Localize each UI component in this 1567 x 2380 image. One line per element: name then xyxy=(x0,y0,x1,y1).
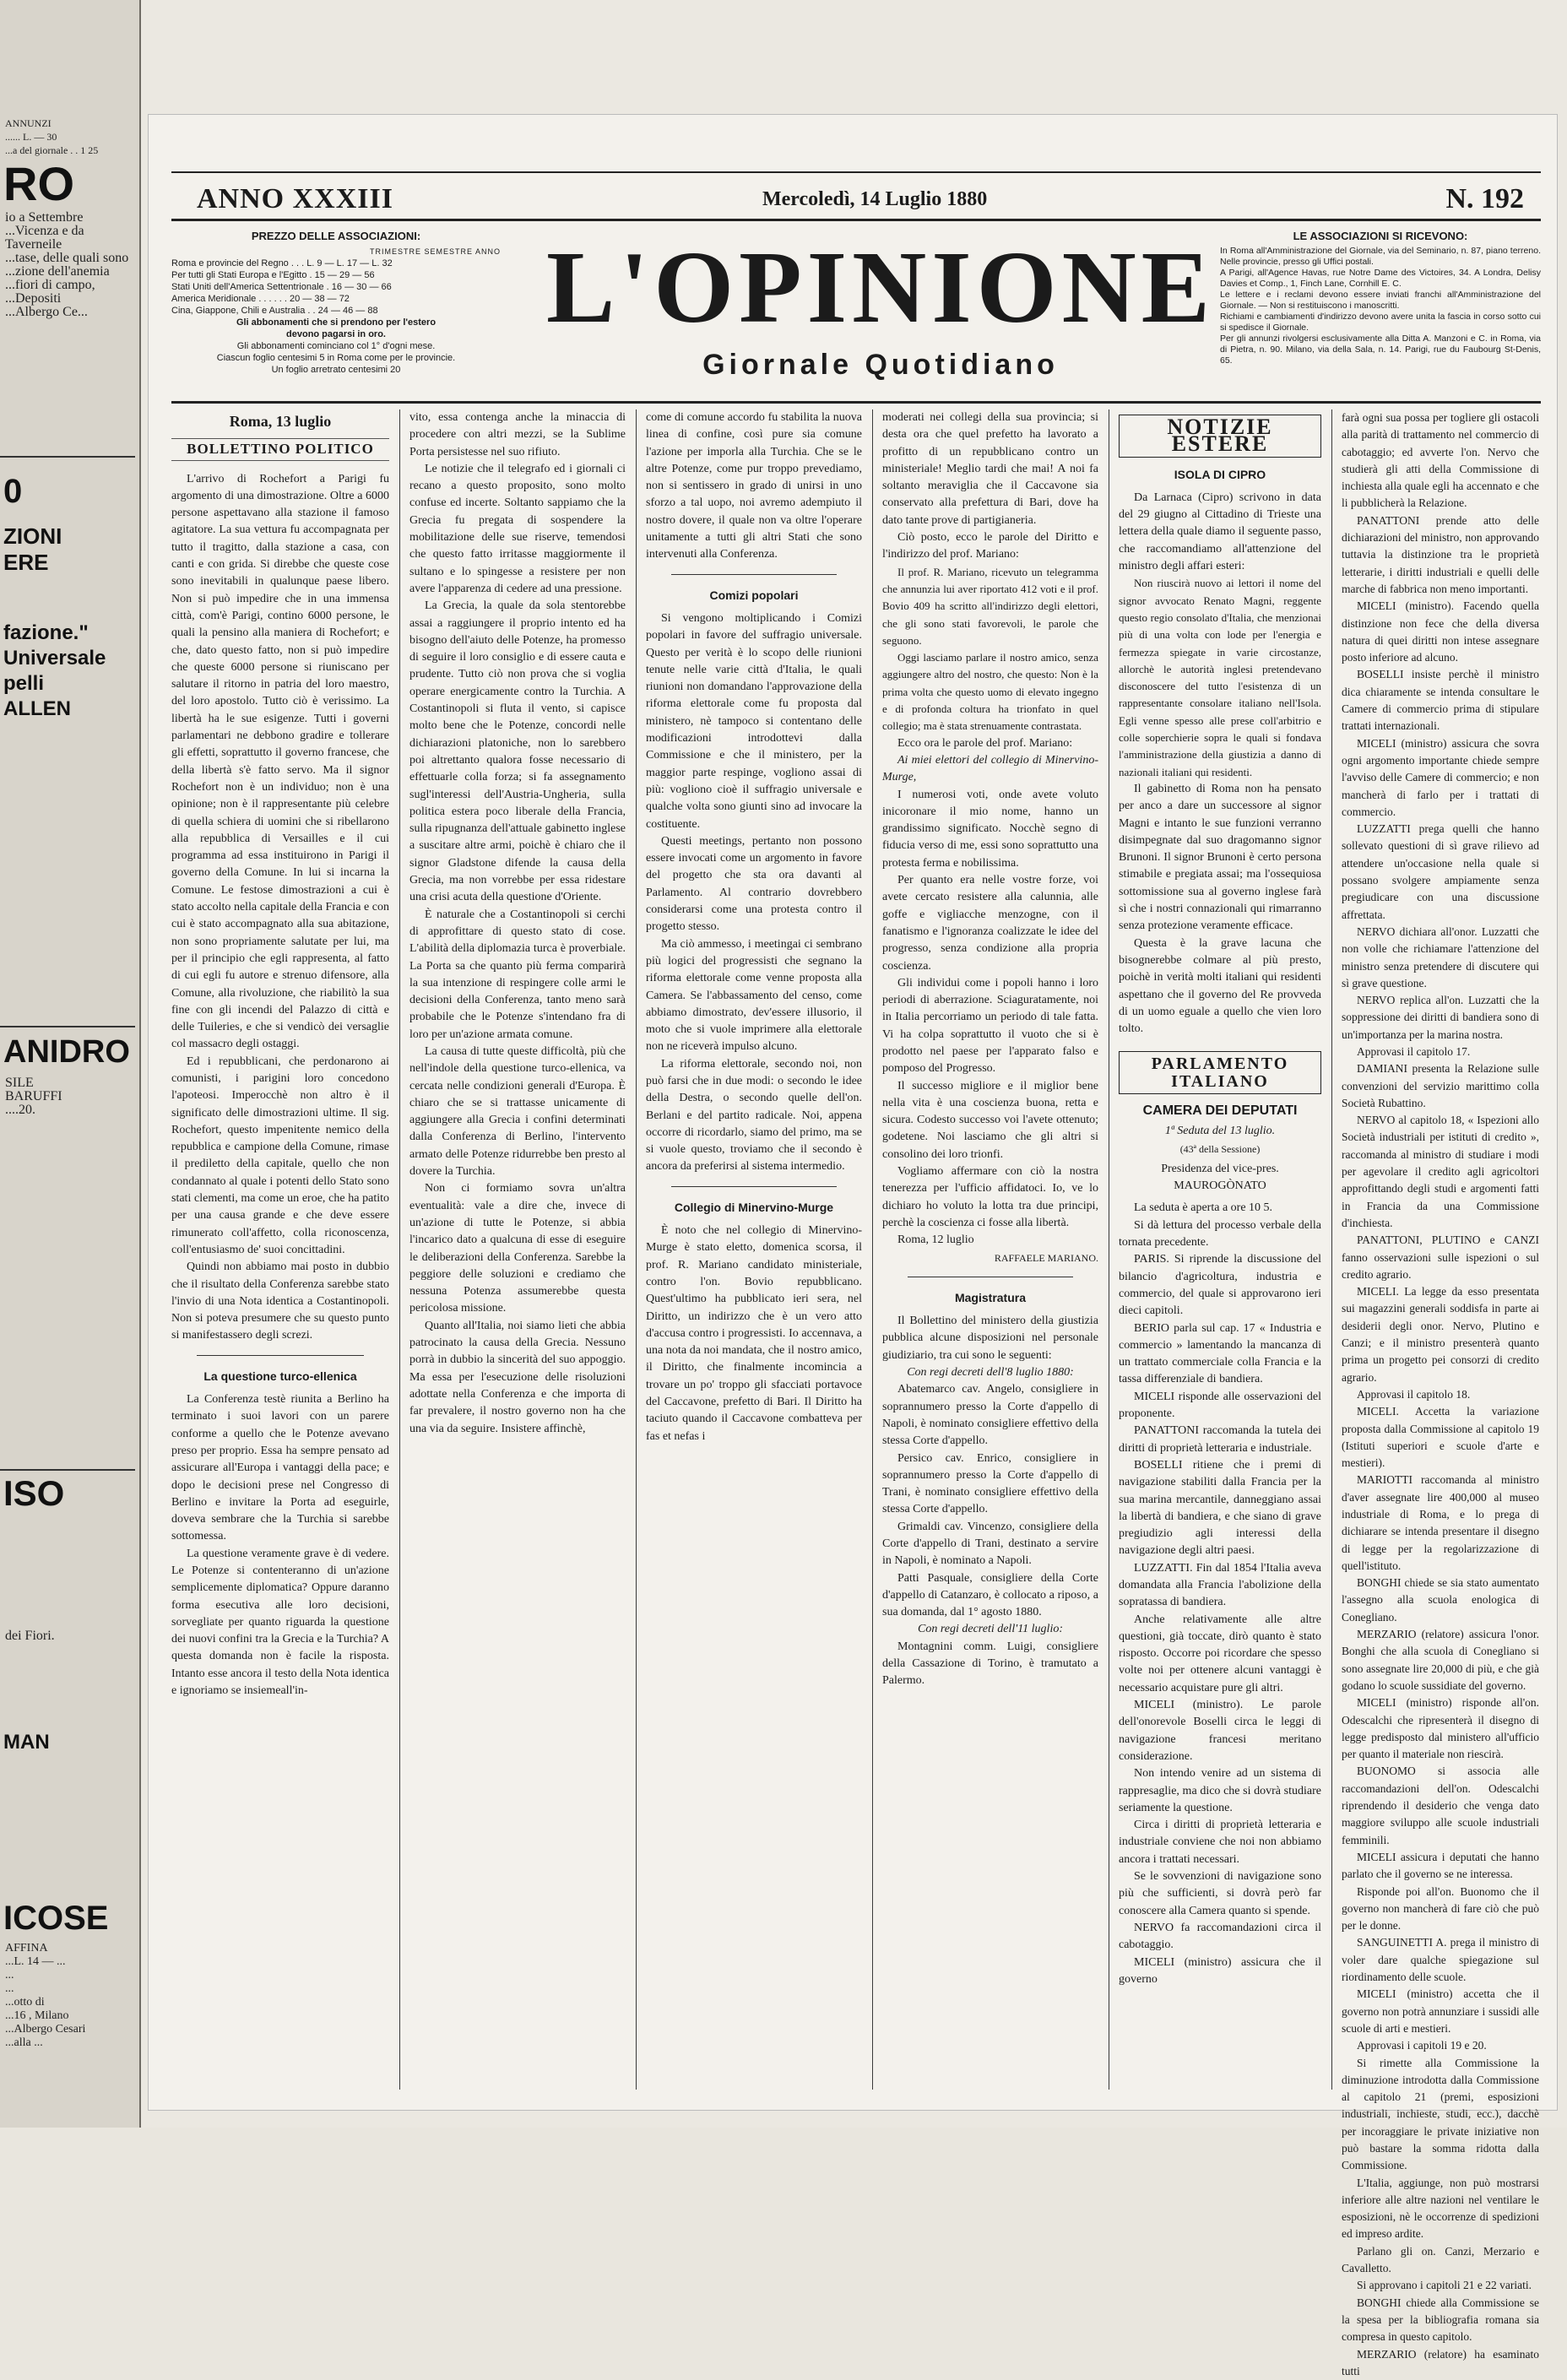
strip-block-5: ZIONI ERE xyxy=(3,523,62,575)
article-paragraph: Ma ciò ammesso, i meetingai ci sembrano più logici del progressisti che segnano la riforma elettorale come venne proposta alla Camera. Se l'abbassamento del censo, come abbiamo dimostrato, dev'essere illusorio, il moto che si vuole imprimere alla elettorale non ne riceverà impulso alcuno. xyxy=(646,937,862,1054)
issue-dateline xyxy=(171,182,1541,215)
article-paragraph: DAMIANI presenta la Relazione sulle convenzioni del servizio marittimo colla Società Rubattino. xyxy=(1342,1062,1539,1109)
article-paragraph: La causa di tutte queste difficoltà, più che nell'indole della questione turco-ellenica, va cercata nelle condizioni generali d'Europa. È chiaro che se si trattasse unicamente di aggiungere alla Grecia i confini determinati dalla Conferenza di Berlino, l'intervento armato delle Potenze ridurrebbe ben presto al dovere la Turchia. xyxy=(409,1044,626,1179)
article-paragraph: NERVO replica all'on. Luzzatti che la soppressione dei diritti di bandiera sono di un'importanza per la marina nostra. xyxy=(1342,994,1539,1041)
decree-heading: Con regi decreti dell'8 luglio 1880: xyxy=(907,1366,1074,1380)
article-paragraph: MICELI (ministro) assicura che il governo xyxy=(1119,1955,1321,1986)
subscriptions-box xyxy=(1220,230,1541,366)
article-paragraph: Si approvano i capitoli 21 e 22 variati. xyxy=(1357,2279,1532,2292)
column-1 xyxy=(171,409,389,2090)
section-rule xyxy=(197,1355,364,1356)
article-paragraph: PANATTONI prende atto delle dichiarazioni del ministro, non approvando tuttavia la distinzione tra le proprietà letterarie, i diritti industriali e quelli delle marche di fabbrica non meno importanti. xyxy=(1342,513,1539,595)
article-paragraph: Da Larnaca (Cipro) scrivono in data del 29 giugno al Cittadino di Trieste una lettera della quale diamo il seguente passo, che raccomandiamo all'attenzione del ministro degli affari esteri: xyxy=(1119,491,1321,573)
newspaper-page xyxy=(148,114,1558,2377)
article-paragraph: Quindi non abbiamo mai posto in dubbio che il risultato della Conferenza sarebbe stato l'invio di una Nota identica a Costantinopoli. Non si poteva presumere che su questo punto si manifestassero degli screzi. xyxy=(171,1260,389,1342)
price-heading: PREZZO DELLE ASSOCIAZIONI: xyxy=(251,230,421,242)
article-paragraph: Ecco ora le parole del prof. Mariano: xyxy=(897,736,1073,750)
article-paragraph: L'arrivo di Rochefort a Parigi fu argomento di una dimostrazione. Oltre a 6000 persone aspettavano alla stazione il famoso agitatore. La sua vettura fu accompagnata per tutto il tragitto, dalla stazione a casa, con canti e con grida. Si direbbe che queste cose sono inevitabili in qualunque paese libero. Non si può impedire che in una immensa città, com'è Parigi, contino 6000 persone, le quali la pensino alla maniera di Rochefort; e che, dato questo fatto, non si può impedire che queste 6000 persone si riuniscano per salutare il ritorno in patria del loro maestro, del loro apostolo. Tutto ciò è verissimo. La libertà ha le sue esigenze. Tutti i governi parlamentari ne debbono gradire e tollerare gli effetti, soprattutto il governo francese, che della libertà s'è fatto servo. Ma il signor Rochefort non è un individuo; non è una opinione; non è il rappresentante più celebre di quella schiera di uomini che si ribellarono alla repubblica di Versailles e il cui programma ad essa instituirono in Parigi il governo della Comune. In lui si incarna la Comune. Le festose dimostrazioni a cui è stato accolto nella capitale della Francia e con cui è stato accompagnato alla sua abitazione, non sono propriamente salutate per lui, ma per il principio che egli rappresenta, al fatto di cui egli fu autore e strenuo difensore, alla Comune, alla rivoluzione, che riabilitò la sua fine con gli incendi del Palazzo di città e delle Tuileries, e che si vendicò dei versaglie col massacro degli ostaggi. xyxy=(171,472,389,1051)
article-paragraph: È noto che nel collegio di Minervino-Murge è stato eletto, domenica scorsa, il prof. R. Mariano candidato ministeriale, contro l'on. Bovio repubblicano. Quest'ultimo ha pubblicato ieri sera, nel Diritto, un indirizzo che è un vero atto d'accusa contro i progressisti. Io accennava, a una nota da noi mandata, che il nostro amico, il Diritto, che finalmente incomincia a trovare un po' troppo gli sfacciati portavoce del Caccavone, prefetto di Bari. Il Diritto ha taciuto quando il Caccavone combatteva per fas et nefas i xyxy=(646,1224,862,1443)
subscriptions-line: Le lettere e i reclami devono essere inviati franchi all'Amministrazione del Giornale. — Non si restituiscono i manoscritti. xyxy=(1220,290,1541,311)
president-line: Presidenza del vice-pres. MAUROGÒNATO xyxy=(1161,1162,1279,1193)
strip-block-7: ANIDRO xyxy=(3,1034,130,1070)
article-paragraph: moderati nei collegi della sua provincia; si desta ora che quel prefetto ha lavorato a profitto di un repubblicano contro un ministeriale! Meglio tardi che mai! A noi fa soltanto meraviglia che il Caccavone sia conservato alla prefettura di Bari, dove ha dato tante prove di partigianeria. xyxy=(882,411,1098,527)
article-paragraph: MICELI (ministro) risponde all'on. Odescalchi che ripresenterà il disegno di legge predisposto dal ministero all'ufficio per quanto il materiale non riescirà. xyxy=(1342,1696,1539,1761)
article-paragraph: Per quanto era nelle vostre forze, voi avete cercato resistere alla calunnia, alle goffe e vigliacche menzogne, con il fanatismo e l'ignoranza coalizzate le idee del progresso, senza condizione alla propria coscienza. xyxy=(882,874,1098,973)
strip-block-8: SILE BARUFFI ....20. xyxy=(5,1076,62,1117)
article-paragraph: Abatemarco cav. Angelo, consigliere in soprannumero presso la Corte d'appello di Napoli, è nominato consigliere effettivo della stessa Corte d'appello. xyxy=(882,1383,1098,1448)
article-paragraph: NERVO fa raccomandazioni circa il cabotaggio. xyxy=(1119,1921,1321,1952)
article-paragraph: farà ogni sua possa per togliere gli ostacoli alla parità di trattamento nel commercio di cabotaggio; ed avverte l'on. Nervo che studierà gli atti della Commissione di inchiesta alla quale egli ha accennato e che li pubblicherà la Relazione. xyxy=(1342,411,1539,510)
top-rule xyxy=(171,171,1541,173)
article-paragraph: Si vengono moltiplicando i Comizi popolari in favore del suffragio universale. Questo per verità è lo scopo delle riunioni tenute nelle varie città d'Italia, le quali riunioni non domandano l'approvazione della riforma elettorale come fu proposta dal ministero, nè tampoco si contentano delle modificazioni introdottevi dalla Commissione e che il ministero, per la maggior parte respinge, vogliono assai di più: vogliono cioè il suffragio universale e qualche volta sono giunti sino ad invocare la costituente. xyxy=(646,611,862,831)
article-paragraph: BUONOMO si associa alle raccomandazioni dell'on. Odescalchi riprendendo il desiderio che venga dato maggiore sviluppo alle scuole industriali femminili. xyxy=(1342,1765,1539,1846)
article-paragraph: Parlano gli on. Canzi, Merzario e Cavalletto. xyxy=(1342,2244,1539,2275)
article-paragraph: MICELI assicura i deputati che hanno parlato che il governo se ne interessa. xyxy=(1342,1850,1539,1881)
column-rule xyxy=(872,409,873,2090)
subsection-heading: ISOLA DI CIPRO xyxy=(1174,467,1266,481)
article-paragraph: I numerosi voti, onde avete voluto inicoronare il mio nome, hanno un grandissimo significato. Nocchè segno di fiducia verso di me, essi sono soprattutto una protesta ferma e nobilissima. xyxy=(882,788,1098,870)
strip-separator xyxy=(0,1469,135,1471)
price-note: Un foglio arretrato centesimi 20 xyxy=(271,365,401,375)
article-paragraph: PANATTONI raccomanda la tutela dei diritti di proprietà letteraria e industriale. xyxy=(1119,1424,1321,1455)
article-paragraph: MICELI (ministro). Facendo quella distinzione non fece che della diversa natura di quei diritti non intese assegnare posto inferiore ad alcuno. xyxy=(1342,599,1539,664)
masthead xyxy=(171,222,1541,399)
article-paragraph: Anche relativamente alle altre questioni, già toccate, dirò quanto è stato risposto. Occorre poi ricordare che spesso volte noi per ottenere alcuni vantaggi è necessario acquistare pure gli altri. xyxy=(1119,1613,1321,1694)
article-paragraph: MERZARIO (relatore) assicura l'onor. Bonghi che alla scuola di Conegliano si sono assegnate lire 20,000 di più, e che già godano lo scuole sussidiate del governo. xyxy=(1342,1628,1539,1692)
newspaper-subtitle: Giornale Quotidiano xyxy=(702,349,1059,381)
article-paragraph: Questa è la grave lacuna che bisognerebbe colmare al più presto, poichè in verità molti italiani qui residenti aspettano che il governo del Re provveda di un uomo eguale a quello che vien loro tolto. xyxy=(1119,936,1321,1036)
strip-block-1: ANNUNZI ...... L. — 30 ...a del giornale . . 1 25 xyxy=(5,117,99,156)
strip-block-4: 0 xyxy=(3,473,23,510)
section-heading: Comizi popolari xyxy=(709,588,799,602)
column-rule xyxy=(1331,409,1332,2090)
article-paragraph: Montagnini comm. Luigi, consigliere della Cassazione di Torino, è tramutato a Palermo. xyxy=(882,1640,1098,1688)
article-paragraph: BONGHI chiede alla Commissione se la spesa per la bibliografia romana sia compresa in questo capitolo. xyxy=(1342,2296,1539,2344)
parliament-heading: PARLAMENTO ITALIANO xyxy=(1119,1051,1321,1094)
article-paragraph: BONGHI chiede se sia stato aumentato l'assegno alla scuola enologica di Conegliano. xyxy=(1342,1576,1539,1624)
section-rule xyxy=(671,1186,837,1187)
bollettino-heading: BOLLETTINO POLITICO xyxy=(171,438,389,460)
article-paragraph: vito, essa contenga anche la minaccia di procedere con altri mezzi, se la Sublime Porta persistesse nel suo rifiuto. xyxy=(409,411,626,458)
article-paragraph: La questione veramente grave è di vedere. Le Potenze si contenteranno di un'azione semplicemente diplomatica? Oppure daranno forma esecutiva alle loro decisioni, sorvegliate per quanto riguarda la questione dei nuovi confini tra la Grecia e la Turchia? A questa domanda non è facile la risposta. Intanto esse ancora il testo della Nota identica e ignoriamo se insiemeall'in- xyxy=(171,1547,389,1698)
section-heading: Magistratura xyxy=(954,1290,1027,1304)
strip-block-2: RO xyxy=(3,157,74,210)
column-rule xyxy=(399,409,400,2090)
strip-block-10: dei Fiori. xyxy=(5,1629,55,1643)
article-paragraph: PANATTONI, PLUTINO e CANZI fanno osservazioni sulle ispezioni o sul credito agrario. xyxy=(1342,1233,1539,1281)
article-paragraph: Approvasi il capitolo 17. xyxy=(1357,1044,1471,1058)
article-paragraph: SANGUINETTI A. prega il ministro di voler dare qualche spiegazione sul riordinamento delle scuole. xyxy=(1342,1936,1539,1984)
price-row: Roma e provincie del Regno . . . L. 9 — L. 17 — L. 32 xyxy=(171,258,393,268)
article-paragraph: Quanto all'Italia, noi siamo lieti che abbia patrocinato la causa della Grecia. Nessuno porrà in dubbio la sincerità del suo appoggio. Ma essa per l'esecuzione delle risoluzioni adottate nella Conferenza e che importa di far prevalere, il nostro governo non ha che una via da seguire. Insistere affinchè, xyxy=(409,1319,626,1435)
letter-date: Roma, 12 luglio xyxy=(897,1233,974,1247)
article-paragraph: L'Italia, aggiunge, non può mostrarsi inferiore alle altre nazioni nel ventilare le esposizioni, nè le occorrenze di spedizioni ed impreso ardite. xyxy=(1342,2176,1539,2241)
strip-block-6: fazione." Universale pelli ALLEN xyxy=(3,621,106,720)
article-paragraph: MICELI (ministro) assicura che sovra ogni argomento importante chiede sempre l'avviso delle Camere di commercio; e non mancherà di farlo per i trattati di commercio. xyxy=(1342,736,1539,818)
article-paragraph: La riforma elettorale, secondo noi, non può farsi che in due modi: o secondo le idee della Destra, o secondo quelle dell'on. Berlani e del partito radicale. Noi, appena occorre di ricordarlo, siamo del primo, ma se si vuole questo, troviamo che il secondo è ancora da preferirsi al sistema intermedio. xyxy=(646,1057,862,1174)
issue-number: N. 192 xyxy=(1445,183,1524,214)
article-paragraph: Ed i repubblicani, che perdonarono ai comunisti, i parigini loro concedono l'apoteosi. Imperocchè non altro è il significato delle dimostrazioni ultime. Il sig. Rochefort, questo impenitente nemico della repubblica e campione della Comune, rimase il prediletto della capitale, quello che non condannato al quale i potenti dello Stato sono stati clementi, ma come un eroe, che ha patito per una causa grande e che deve essere rimunerato coll'affetto, colla riconoscenza, coll'entusiasmo de' suoi concittadini. xyxy=(171,1054,389,1256)
article-paragraph: Risponde poi all'on. Buonomo che il governo non mancherà di fare ciò che può per le donne. xyxy=(1342,1884,1539,1933)
article-columns xyxy=(171,409,1539,2377)
article-paragraph: MICELI. Accetta la variazione proposta dalla Commissione al capitolo 19 (Istituti superiori e scuole d'arte e mestieri). xyxy=(1342,1405,1539,1470)
article-paragraph: BERIO parla sul cap. 17 « Industria e commercio » lamentando la mancanza di un trattato commerciale colla Francia e la tassa differenziale di bandiera. xyxy=(1119,1321,1321,1386)
price-row: Stati Uniti dell'America Settentrionale . 16 — 30 — 66 xyxy=(171,282,392,292)
article-paragraph: BOSELLI insiste perchè il ministro dica chiaramente se intenda consultare le Camere di commercio prima di stipulare trattati internazionali. xyxy=(1342,668,1539,733)
article-paragraph: Grimaldi cav. Vincenzo, consigliere della Corte d'appello di Trani, destinato a servire in Napoli, è nominato a Napoli. xyxy=(882,1520,1098,1568)
price-row: Per tutti gli Stati Europa e l'Egitto . 15 — 29 — 56 xyxy=(171,270,375,280)
article-paragraph: È naturale che a Costantinopoli si cerchi di approfittare di questo stato di cose. L'abilità della diplomazia turca è proverbiale. La Porta sa che quanto più ferma comparirà la sua intenzione di respingere colle armi le decisioni della Conferenza, tanto meno sarà probabile che le Potenze s'intendano fra di loro per un'azione armata comune. xyxy=(409,908,626,1041)
article-paragraph: Oggi lasciamo parlare il nostro amico, senza aggiungere altro del nostro, che questo: Non è la prima volta che questo uomo di elevato ingegno e di profonda coltura ha trionfato in quel collegio; ma è stata strenuamente contrastata. xyxy=(882,651,1098,733)
article-paragraph: Il prof. R. Mariano, ricevuto un telegramma che annunzia lui aver riportato 412 voti e il prof. Bovio 409 ha scritto all'indirizzo degli elettori, che gli sono stati favorevoli, le parole che seguono. xyxy=(882,565,1098,647)
price-columns: TRIMESTRE SEMESTRE ANNO xyxy=(369,247,501,256)
article-paragraph: BOSELLI ritiene che i premi di navigazione stabiliti dalla Francia per la sua marina mercantile, danneggiano assai la libertà di bandiera, e che siano di grave pregiudizio agli interessi della navigazione degli altri paesi. xyxy=(1119,1458,1321,1558)
section-heading: La questione turco-ellenica xyxy=(203,1369,357,1383)
article-paragraph: La seduta è aperta a ore 10 5. xyxy=(1134,1201,1273,1215)
dateline-rule xyxy=(171,219,1541,221)
strip-separator xyxy=(0,456,135,458)
strip-block-13: AFFINA ...L. 14 — ... ... ... ...otto di ...16 , Milano ...Albergo Cesari ...alla ... xyxy=(5,1942,86,2049)
strip-block-3: io a Settembre ...Vicenza e da Taverneile ...tase, delle quali sono ...zione dell'anemia ...fiori di campo, ...Depositi ...Albergo Ce... xyxy=(5,210,129,319)
article-paragraph: Questi meetings, pertanto non possono essere invocati come un argomento in favore del progetto che sta ora davanti al Parlamento. Al contrario dovrebbero considerarsi come una protesta contro il progetto stesso. xyxy=(646,834,862,934)
session-label: 1ª Seduta del 13 luglio. xyxy=(1164,1125,1276,1138)
price-box xyxy=(171,230,501,376)
strip-block-12: ICOSE xyxy=(3,1900,109,1937)
roma-dateline: Roma, 13 luglio xyxy=(229,413,332,430)
article-paragraph: Patti Pasquale, consigliere della Corte d'appello di Catanzaro, è collocato a riposo, a sua domanda, dal 1° agosto 1880. xyxy=(882,1571,1098,1619)
article-paragraph: Il Bollettino del ministero della giustizia pubblica alcune disposizioni nel personale giudiziario, tra cui sono le seguenti: xyxy=(882,1315,1098,1362)
issue-date: Mercoledì, 14 Luglio 1880 xyxy=(762,188,988,210)
strip-block-9: ISO xyxy=(3,1473,65,1513)
article-paragraph: MICELI (ministro) accetta che il governo non potrà annunziare i sussidi alle scuole di arti e mestieri. xyxy=(1342,1987,1539,2035)
article-paragraph: Vogliamo affermare con ciò la nostra tenerezza per l'ufficio affidatoci. Io, ve lo dichiaro ho voluto la lotta tra due principi, perchè la coscienza ci fosse alla libertà. xyxy=(882,1165,1098,1229)
section-rule xyxy=(671,574,837,575)
article-paragraph: NERVO al capitolo 18, « Ispezioni allo Società industriali per istituti di credito », raccomanda al ministro di studiare i modi per agevolare il credito agli agricoltori approfittando degli studi e argomenti fatti in Francia da una Commissione d'inchiesta. xyxy=(1342,1114,1539,1229)
article-paragraph: Approvasi il capitolo 18. xyxy=(1357,1387,1471,1401)
column-6 xyxy=(1342,409,1539,2377)
article-paragraph: Approvasi i capitoli 19 e 20. xyxy=(1357,2039,1487,2052)
article-paragraph: Ciò posto, ecco le parole del Diritto e l'indirizzo del prof. Mariano: xyxy=(882,531,1098,561)
article-paragraph: La Grecia, la quale da sola stentorebbe assai a raggiungere il proprio intento ed ha bisogno dell'aiuto delle Potenze, ha promesso di seguire il loro consiglio e di essere cauta e prudente. Tutto ciò non prova che si voglia operare energicamente contro la Turchia. A Costantinopoli si fluta il vento, si capisce molto bene che le Potenze, concordi nelle dichiarazioni platoniche, non lo sarebbero poi altrettanto qualora fosse necessario di effettuarle colla forza; si fa assegnamento sugl'interessi dell'Austria-Ungheria, sulla politica estera poco liberale della Francia, sulla ripugnanza dell'attuale gabinetto inglese a suscitare altre armi, poichè è chiaro che il signor Gladstone difende la causa della Grecia, ma non vorrebbe per essa ridestare una crisi acuta della questione d'Oriente. xyxy=(409,599,626,904)
article-paragraph: MICELI (ministro). Le parole dell'onorevole Boselli circa le leggi di navigazione francesi meritano considerazione. xyxy=(1119,1699,1321,1763)
column-2 xyxy=(409,409,626,2090)
price-row: America Meridionale . . . . . . 20 — 38 — 72 xyxy=(171,294,350,304)
article-paragraph: MARIOTTI raccomanda al ministro d'aver assegnate lire 400,000 al museo industriale di Roma, e lo prega di dichiarare se intenda presentare il disegno di legge per la regolarizzazione di quell'istituto. xyxy=(1342,1473,1539,1572)
article-paragraph: LUZZATTI. Fin dal 1854 l'Italia aveva domandata alla Francia l'abolizione della sopratassa di bandiera. xyxy=(1119,1561,1321,1609)
article-paragraph: come di comune accordo fu stabilita la nuova linea di confine, così pure sia comune l'azione per imporla alla Turchia. Che se le altre Potenze, come pur troppo prevediamo, non si sentissero in grado di unirsi in uno sforzo a tal uopo, noi avremo adempiuto il nostro dovere, il quale non va oltre l'operare unitamente a tutti gli altri Stati che sono intervenuti alla Conferenza. xyxy=(646,411,862,561)
decree-heading: Con regi decreti dell'11 luglio: xyxy=(918,1623,1063,1636)
column-5 xyxy=(1119,409,1321,2090)
article-paragraph: LUZZATTI prega quelli che hanno sollevato questioni di sì grave rilievo ad attendere un'occasione nella quale si possano svolgere ampiamente senza pregiudicare con una discussione affrettata. xyxy=(1342,822,1539,921)
article-paragraph: MICELI. La legge da esso presentata sui magazzini generali soddisfa in parte ai desiderii degli onor. Nervo, Plutino e Canzi; e il ministro presenterà quanto prima un progetto pei consorzi di credito agrario. xyxy=(1342,1285,1539,1384)
article-paragraph: Se le sovvenzioni di navigazione sono più che sufficienti, si dovrà però far conoscere alla Camera quanto si spende. xyxy=(1119,1870,1321,1917)
section-heading: Collegio di Minervino-Murge xyxy=(674,1200,834,1214)
article-paragraph: NERVO dichiara all'onor. Luzzatti che non volle che richiamare l'attenzione del ministro senza pretendere di discutere qui sì grave questione. xyxy=(1342,924,1539,989)
price-row: Cina, Giappone, Chili e Australia . . 24 — 46 — 88 xyxy=(171,306,378,316)
price-note: Gli abbonamenti che si prendono per l'estero xyxy=(236,317,436,328)
price-note: Ciascun foglio centesimi 5 in Roma come per le provincie. xyxy=(216,353,456,363)
newspaper-title: L'OPINIONE xyxy=(545,230,1216,344)
article-paragraph: Si dà lettura del processo verbale della tornata precedente. xyxy=(1119,1218,1321,1250)
article-paragraph: Non ci formiamo sovra un'altra eventualità: vale a dire che, invece di un'azione di tutte le Potenze, si abbia l'incarico dato a qualcuna di esse di eseguire le deliberazioni della Conferenza. Sarebbe la peggiore delle soluzioni e crediamo che nessuna Potenza assumerebbe questa pericolosa missione. xyxy=(409,1182,626,1315)
article-paragraph: Il successo migliore e il miglior bene nella vita è una coscienza buona, retta e sicura. Codesto successo voi l'avete ottenuto; godetene. Noi lasciamo che gli altri si consolino dei loro trionfi. xyxy=(882,1079,1098,1161)
foreign-news-heading: NOTIZIE ESTERE xyxy=(1119,415,1321,458)
article-paragraph: Gli individui come i popoli hanno i loro periodi di aberrazione. Sciaguratamente, noi in Italia percorriamo un periodo di tale fatta. Vi ha colpa soprattutto il vuoto che si è prodotto nel paese per l'apparato falso e pomposo del Progresso. xyxy=(882,976,1098,1076)
subscriptions-line: In Roma all'Amministrazione del Giornale, via del Seminario, n. 87, piano terreno. Nelle provincie, presso gli Uffici postali. xyxy=(1220,246,1541,267)
column-4 xyxy=(882,409,1098,2090)
price-note: devono pagarsi in oro. xyxy=(286,329,386,339)
price-note: Gli abbonamenti cominciano col 1° d'ogni mese. xyxy=(236,341,436,351)
article-paragraph: Si rimette alla Commissione la diminuzione introdotta dalla Commissione al capitolo 21 (premi, esposizioni industriali, inchieste, studi, ecc.), dacchè per incoraggiare le private iniziative non può bastare la somma ridotta dalla Commissione. xyxy=(1342,2056,1539,2172)
strip-separator xyxy=(0,1026,135,1027)
article-paragraph: Persico cav. Enrico, consigliere in soprannumero presso la Corte d'appello di Trani, è nominato consigliere effettivo della stessa Corte d'appello. xyxy=(882,1451,1098,1516)
subscriptions-line: Per gli annunzi rivolgersi esclusivamente alla Ditta A. Manzoni e C. in Roma, via di Pietra, n. 90. Milano, via della Sala, n. 14. Parigi, rue du Faubourg St-Denis, 65. xyxy=(1220,333,1541,366)
subscriptions-heading: LE ASSOCIAZIONI SI RICEVONO: xyxy=(1293,230,1468,242)
letter-salutation: Ai miei elettori del collegio di Minervino-Murge, xyxy=(882,753,1098,784)
year-label: ANNO XXXIII xyxy=(197,183,393,214)
session-number: (43ª della Sessione) xyxy=(1179,1142,1261,1155)
masthead-rule xyxy=(171,401,1541,404)
article-paragraph: Il gabinetto di Roma non ha pensato per anco a dare un successore al signor Magni e intanto le sue funzioni verranno disimpegnate dal suo dragomanno signor Brunoni. Il signor Brunoni è certo persona stimabile e pregiata assai; ma l'ossequiosa sottomissione sua al governo inglese farà sì che i nostri connazionali qui rimarranno senza protezione veramente efficace. xyxy=(1119,782,1321,933)
adjacent-page-strip xyxy=(0,0,141,2128)
chamber-heading: CAMERA DEI DEPUTATI xyxy=(1142,1103,1298,1118)
letter-signature: RAFFAELE MARIANO. xyxy=(994,1251,1098,1264)
article-paragraph: MICELI risponde alle osservazioni del proponente. xyxy=(1119,1390,1321,1421)
article-paragraph: Le notizie che il telegrafo ed i giornali ci recano a questo proposito, sono molto confuse ed incerte. Soltanto sappiamo che la Grecia fu pregata di sospendere la mobilitazione delle sue riserve, temendosi che questo fatto irritasse maggiormente il sultano e lo spingesse a resistere per non avere l'apparenza di cedere ad una pressione. xyxy=(409,462,626,595)
article-paragraph: PARIS. Si riprende la discussione del bilancio d'agricoltura, industria e commercio, del quale si approvarono ieri dieci capitoli. xyxy=(1119,1253,1321,1318)
article-paragraph: Non intendo venire ad un sistema di rappresaglie, ma dico che si dovrà studiare seriamente la questione. xyxy=(1119,1767,1321,1814)
subscriptions-line: Richiami e cambiamenti d'indirizzo devono avere unita la fascia in corso sotto cui si spedisce il Giornale. xyxy=(1220,312,1541,333)
article-paragraph: Non riuscirà nuovo ai lettori il nome del signor avvocato Renato Magni, reggente questo regio consolato d'Italia, che menzionai più di una volta con lode per l'energia e fermezza spiegate in varie circostanze, allorchè le autorità inglesi pretendevano disconoscere del tutto l'esistenza di un rappresentante consolare italiano nell'Isola. Egli venne spesso alle prese coll'arbitrio e colle soperchierie sopra le quali si fondava l'amministrazione della giustizia a danno di nazionali italiani qui residenti. xyxy=(1119,577,1321,778)
article-paragraph: MERZARIO (relatore) ha esaminato tutti xyxy=(1342,2347,1539,2377)
article-paragraph: Circa i diritti di proprietà letteraria e industriale conviene che noi non abbiamo ancora i trattati necessari. xyxy=(1119,1819,1321,1866)
subscriptions-line: A Parigi, all'Agence Havas, rue Notre Dame des Victoires, 34. A Londra, Delisy Davies et Comp., 1, Finch Lane, Cornhill E. C. xyxy=(1220,268,1541,289)
column-3 xyxy=(646,409,862,2090)
column-rule xyxy=(636,409,637,2090)
article-paragraph: La Conferenza testè riunita a Berlino ha terminato i suoi lavori con un parere conforme a quello che le Potenze avevano preso per proprio. Essa ha sempre pensato ad assicurare all'Europa i vantaggi della pace; e dopo le decisioni prese nel Congresso di Berlino e invitare la Porta ad eseguirle, doveva sembrare che la Turchia si sarebbe sottomessa. xyxy=(171,1393,389,1543)
strip-block-11: MAN xyxy=(3,1731,50,1754)
